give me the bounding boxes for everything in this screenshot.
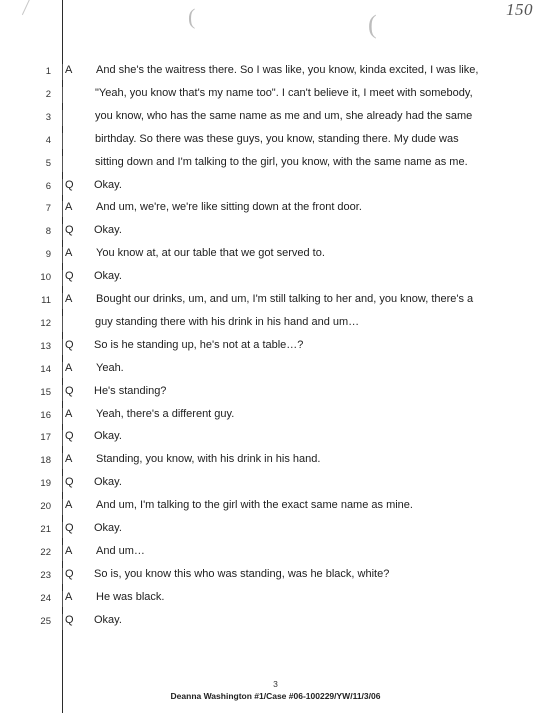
speaker-letter: A xyxy=(65,247,73,260)
speaker-label xyxy=(62,499,84,511)
line-text: Yeah, there's a different guy. xyxy=(96,407,235,420)
line-text: Yeah. xyxy=(96,361,124,374)
line-text: Okay. xyxy=(94,430,122,443)
line-number: 18 xyxy=(40,455,51,467)
speaker-letter: A xyxy=(65,590,73,603)
speaker-label xyxy=(62,270,84,282)
line-text: Bought our drinks, um, and um, I'm still talking to her and, you know, there's a xyxy=(96,293,474,305)
speaker-label xyxy=(62,133,84,145)
page-number: 3 xyxy=(273,679,278,689)
speaker-label xyxy=(62,87,84,99)
speaker-letter: A xyxy=(65,201,73,214)
line-text: Okay. xyxy=(94,476,122,489)
transcript-line xyxy=(0,222,551,242)
speaker-letter: A xyxy=(65,361,73,374)
speaker-letter: Q xyxy=(65,476,74,489)
transcript-line xyxy=(0,360,551,380)
line-number: 2 xyxy=(45,88,51,100)
line-text: So is, you know this who was standing, was he black, white? xyxy=(94,567,390,580)
speaker-letter xyxy=(62,156,65,168)
line-number: 19 xyxy=(40,478,51,490)
speaker-letter: Q xyxy=(65,338,74,351)
transcript-line xyxy=(0,62,551,82)
speaker-label xyxy=(62,453,84,465)
line-number: 17 xyxy=(40,432,51,444)
line-text: And um, we're, we're like sitting down at the front door. xyxy=(96,201,362,214)
speaker-label xyxy=(62,545,84,557)
line-text: And she's the waitress there. So I was like, you know, kinda excited, I was like, xyxy=(96,64,479,76)
speaker-label xyxy=(62,339,84,351)
speaker-letter: A xyxy=(65,544,73,557)
line-number: 12 xyxy=(40,317,51,329)
line-number: 5 xyxy=(45,157,51,169)
line-text: "Yeah, you know that's my name too". I can't believe it, I meet with somebody, xyxy=(95,86,473,99)
speaker-letter: A xyxy=(65,293,73,305)
speaker-label xyxy=(62,408,84,420)
case-reference: Deanna Washington #1/Case #06-100229/YW/11/3/06 xyxy=(170,691,381,701)
speaker-label xyxy=(62,614,84,626)
line-number: 21 xyxy=(40,524,51,535)
transcript-line xyxy=(0,245,551,265)
speaker-label xyxy=(62,201,84,213)
line-number: 20 xyxy=(40,501,51,513)
speaker-label xyxy=(62,591,84,603)
handwritten-page-mark: 150 xyxy=(506,0,533,19)
speaker-letter: Q xyxy=(65,567,74,580)
speaker-letter: Q xyxy=(65,224,74,237)
line-text: You know at, at our table that we got served to. xyxy=(96,247,325,260)
transcript-line xyxy=(0,589,551,609)
line-text: Standing, you know, with his drink in his hand. xyxy=(96,453,321,466)
speaker-label xyxy=(62,247,84,259)
speaker-label xyxy=(62,316,84,328)
line-number: 4 xyxy=(45,134,51,146)
line-number: 24 xyxy=(40,592,51,604)
line-text: you know, who has the same name as me and um, she already had the same xyxy=(95,109,473,122)
line-text: He was black. xyxy=(96,590,165,603)
line-number: 13 xyxy=(40,340,51,352)
line-number: 15 xyxy=(40,386,51,398)
transcript-line xyxy=(0,291,551,311)
transcript-line xyxy=(0,383,551,403)
transcript-line xyxy=(0,451,551,471)
line-text: And um… xyxy=(96,544,145,557)
transcript-line xyxy=(0,612,551,632)
transcript-line xyxy=(0,199,551,219)
transcript-line xyxy=(0,566,551,586)
line-text: Okay. xyxy=(94,522,122,534)
line-text: He's standing? xyxy=(94,384,167,397)
line-text: And um, I'm talking to the girl with the exact same name as mine. xyxy=(96,499,413,512)
speaker-label xyxy=(62,179,84,191)
line-text: Okay. xyxy=(94,270,122,283)
transcript-line xyxy=(0,154,551,174)
line-number: 25 xyxy=(40,615,51,627)
line-number: 16 xyxy=(40,409,51,421)
line-text: So is he standing up, he's not at a table…? xyxy=(94,338,304,351)
line-text: sitting down and I'm talking to the girl, you know, with the same name as me. xyxy=(95,155,468,168)
speaker-letter: Q xyxy=(65,613,74,626)
speaker-letter: A xyxy=(65,64,73,76)
transcript-line xyxy=(0,428,551,448)
speaker-letter: Q xyxy=(65,384,74,397)
speaker-label xyxy=(62,476,84,488)
line-number: 23 xyxy=(40,569,51,581)
speaker-letter xyxy=(62,133,65,145)
line-number: 11 xyxy=(41,295,51,306)
transcript-line xyxy=(0,474,551,494)
speaker-letter: Q xyxy=(65,270,74,283)
transcript-line xyxy=(0,520,551,540)
line-text: birthday. So there was these guys, you know, standing there. My dude was xyxy=(95,132,459,145)
transcript-line xyxy=(0,108,551,128)
faint-paren-mark: ( xyxy=(368,10,377,39)
speaker-letter: A xyxy=(65,407,73,420)
transcript-line xyxy=(0,314,551,334)
line-text: Okay. xyxy=(94,224,122,237)
transcript-line xyxy=(0,543,551,563)
speaker-letter: Q xyxy=(65,522,74,534)
speaker-label xyxy=(62,293,84,305)
speaker-label xyxy=(62,385,84,397)
speaker-letter: A xyxy=(65,499,73,512)
line-number: 22 xyxy=(40,546,51,558)
speaker-label xyxy=(62,224,84,236)
line-text: Okay. xyxy=(94,178,122,191)
speaker-label xyxy=(62,430,84,442)
speaker-label xyxy=(62,568,84,580)
speaker-letter xyxy=(62,316,65,328)
speaker-label xyxy=(62,110,84,122)
transcript-line xyxy=(0,177,551,197)
speaker-letter xyxy=(62,110,65,122)
line-text: guy standing there with his drink in his hand and um… xyxy=(95,315,360,328)
speaker-label xyxy=(62,522,84,534)
speaker-label xyxy=(62,64,84,76)
transcript-line xyxy=(0,406,551,426)
transcript-line xyxy=(0,337,551,357)
speaker-letter xyxy=(62,87,65,99)
speaker-label xyxy=(62,362,84,374)
faint-paren-mark: ( xyxy=(188,4,196,29)
transcript-line xyxy=(0,131,551,151)
line-number: 3 xyxy=(45,111,51,123)
speaker-letter: Q xyxy=(65,178,74,191)
pen-stroke-mark xyxy=(22,0,32,15)
line-number: 14 xyxy=(40,363,51,375)
line-number: 8 xyxy=(45,226,51,238)
line-number: 6 xyxy=(45,180,51,192)
line-number: 9 xyxy=(45,249,51,261)
line-text: Okay. xyxy=(94,613,122,626)
transcript-line xyxy=(0,85,551,105)
speaker-letter: A xyxy=(65,453,73,466)
transcript-line xyxy=(0,497,551,517)
line-number: 1 xyxy=(45,66,51,77)
speaker-label xyxy=(62,156,84,168)
transcript-line xyxy=(0,268,551,288)
line-number: 10 xyxy=(40,272,51,284)
speaker-letter: Q xyxy=(65,430,74,443)
line-number: 7 xyxy=(45,203,51,215)
